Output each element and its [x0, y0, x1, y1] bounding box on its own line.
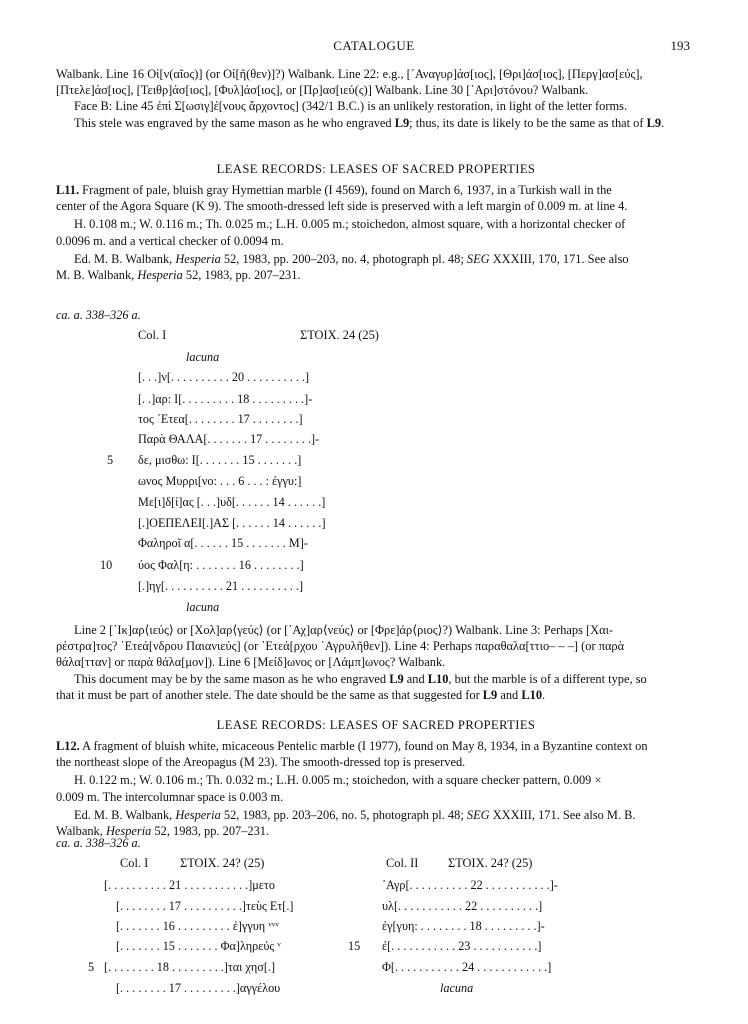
description-line: the northeast slope of the Areopagus (M 23). The smooth-dressed top is preserved.: [56, 755, 466, 770]
date-range: ca. a. 338–326 a.: [56, 836, 141, 850]
section-heading: LEASE RECORDS: LEASES OF SACRED PROPERTIES: [216, 718, 536, 732]
inscription-line: τος ᾿Ετεα[. . . . . . . . 17 . . . . . . . .]: [138, 412, 303, 426]
line-number: 10: [100, 558, 113, 572]
column-label: Col. II: [386, 856, 419, 870]
description-line: L12. A fragment of bluish white, micaceous Pentelic marble (I 1977), found on May 8, 1934, in a Byzantine context on: [56, 739, 648, 753]
measurements-line: H. 0.108 m.; W. 0.116 m.; Th. 0.025 m.; L.H. 0.005 m.; stoichedon, almost square, with a horizontal checker of: [74, 217, 626, 232]
inscription-line: Φ[. . . . . . . . . . . 24 . . . . . . . . . . . .]: [382, 960, 552, 974]
inscription-line: [. . . . . . . . 18 . . . . . . . . .]ται χησ[.]: [104, 960, 276, 974]
inscription-line: ἐγ[γυη: . . . . . . . . 18 . . . . . . . . .]-: [382, 919, 545, 933]
description-line: center of the Agora Square (K 9). The smooth-dressed left side is preserved with a left margin of 0.009 m. at line 4.: [56, 199, 628, 214]
inscription-line: [. .]αρ: Ι[. . . . . . . . . 18 . . . . . . . . .]-: [138, 392, 313, 406]
inscription-line: Με[ι]δ[ί]ας [. . .]υδ[. . . . . . 14 . . . . . .]: [138, 495, 326, 509]
note-line: [Πτελε]άσ[ιος], [Τειθρ]άσ[ιος], [Φυλ]άσ[ιος], or [Πρ]ασ[ιεύ(ς)] Walbank. Line 30 [᾿Αρι]στόνου? Walbank.: [56, 83, 589, 98]
inscription-line: [. . . . . . . 15 . . . . . . . Φα]ληρεύς ᵛ: [116, 939, 281, 953]
inscription-line: Παρὰ ΘΑΛΑ[. . . . . . . 17 . . . . . . . .]-: [138, 432, 320, 446]
column-label: Col. I: [120, 856, 149, 870]
inscription-line: [. . . . . . . . . . 21 . . . . . . . . . . .]μετο: [104, 878, 275, 892]
stoichedon-label: ΣΤΟΙΧ. 24 (25): [300, 328, 379, 342]
commentary-line: that it must be part of another stele. The date should be the same as that suggested for L9 and L10.: [56, 687, 546, 702]
measurements-line: 0.0096 m. and a vertical checker of 0.0094 m.: [56, 233, 284, 248]
inscription-line: ύος Φαλ[η: . . . . . . . 16 . . . . . . . .]: [138, 558, 304, 572]
inscription-line: Φαληροῖ α[. . . . . . 15 . . . . . . . M]-: [138, 536, 308, 550]
line-number: 5: [107, 453, 114, 467]
description-line: L11. Fragment of pale, bluish gray Hymettian marble (I 4569), found on March 6, 1937, in a Turkish wall in the: [56, 183, 612, 197]
edition-line: Ed. M. B. Walbank, Hesperia 52, 1983, pp. 200–203, no. 4, photograph pl. 48; SEG XXXIII, 170, 171. See also: [74, 251, 629, 266]
inscription-line: [.]ηγ[. . . . . . . . . . 21 . . . . . . . . . .]: [138, 579, 304, 593]
inscription-line: [. . . . . . . 16 . . . . . . . . . ἐ]γγυη ᵛᵛᵛ: [116, 919, 279, 933]
inscription-line: υλ[. . . . . . . . . . . 22 . . . . . . . . . .]: [382, 899, 543, 913]
running-head: CATALOGUE: [333, 38, 415, 53]
stoichedon-label: ΣΤΟΙΧ. 24? (25): [448, 856, 533, 870]
inscription-line: δε, μισθω: Ι[. . . . . . . 15 . . . . . . .]: [138, 453, 302, 467]
page-number: 193: [670, 38, 690, 53]
inscription-line: ἐ[. . . . . . . . . . . 23 . . . . . . . . . . .]: [382, 939, 542, 953]
lacuna-label: lacuna: [186, 600, 220, 614]
entry-l11-description: [56, 182, 696, 283]
line-number: 5: [88, 960, 95, 974]
inscription-line: [. . . . . . . . 17 . . . . . . . . .]αγγέλου: [116, 981, 281, 995]
edition-line: Ed. M. B. Walbank, Hesperia 52, 1983, pp. 203–206, no. 5, photograph pl. 48; SEG XXXIII, 171. See also M. B.: [74, 807, 636, 822]
stoichedon-label: ΣΤΟΙΧ. 24? (25): [180, 856, 265, 870]
commentary-line: ρέστρα]τος? ᾿Ετεά[νδρου Παιανιεύς] (or ᾿Ετεά[ρχου ᾿Αγρυλῆθεν]). Line 4: Perhaps παραθαλα[ττιο– – –] (or παρὰ: [56, 639, 625, 654]
continuation-notes: [56, 66, 696, 131]
commentary-line: Line 2 [᾿Ικ]αρ⟨ιεύς⟩ or [Χολ]αρ⟨γεύς⟩ (or [᾿Αχ]αρ⟨νεύς⟩ or [Φρε]άρ⟨ριος⟩?) Walbank. Line 3: Perhaps [Χαι-: [74, 623, 614, 637]
entry-l11-commentary: [56, 622, 696, 703]
note-line: This stele was engraved by the same mason as he who engraved L9; thus, its date is likely to be the same as that of L9.: [74, 115, 665, 130]
edition-line: Walbank, Hesperia 52, 1983, pp. 207–231.: [56, 824, 270, 839]
section-heading: LEASE RECORDS: LEASES OF SACRED PROPERTIES: [216, 162, 536, 176]
inscription-line: [. . .]ν[. . . . . . . . . . 20 . . . . . . . . . .]: [138, 370, 310, 384]
inscription-line: ωνος Μυρρι[νο: . . . 6 . . . : ἐγγυ:]: [138, 474, 302, 488]
lacuna-label: lacuna: [440, 981, 474, 995]
edition-line: M. B. Walbank, Hesperia 52, 1983, pp. 207–231.: [56, 268, 301, 283]
measurements-line: 0.009 m. The intercolumnar space is 0.003 m.: [56, 789, 284, 804]
line-number: 15: [348, 939, 361, 953]
measurements-line: H. 0.122 m.; W. 0.106 m.; Th. 0.032 m.; L.H. 0.005 m.; stoichedon, with a square checker pattern, 0.009 ×: [74, 773, 602, 788]
entry-label: L11.: [56, 183, 80, 197]
commentary-line: This document may be by the same mason as he who engraved L9 and L10, but the marble is of a different type, so: [74, 671, 647, 686]
entry-l12-description: [56, 738, 696, 839]
entry-label: L12.: [56, 739, 80, 753]
inscription-line: [.]ΟΕΠΕΛΕΙ[.]ΑΣ [. . . . . . 14 . . . . . .]: [138, 516, 326, 530]
note-line: Face B: Line 45 ἐπὶ Σ[ωσιγ]έ[νους ἄρχοντος] (342/1 B.C.) is an unlikely restoration, in light of the letter forms.: [74, 99, 628, 114]
commentary-line: θάλα[τταν] or παρὰ θάλα[μον]). Line 6 [Μείδ]ωνος or [Λάμπ]ωνος? Walbank.: [56, 655, 446, 670]
note-line: Walbank. Line 16 Οἰ[ν(αῖος)] (or Οἰ[ῆ(θεν)]?) Walbank. Line 22: e.g., [᾿Αναγυρ]άσ[ιος], [Θρι]άσ[ιος], [Περγ]ασ[εύς],: [56, 67, 643, 81]
lacuna-label: lacuna: [186, 350, 220, 364]
date-range: ca. a. 338–326 a.: [56, 308, 141, 322]
inscription-line: ᾿Αγρ[. . . . . . . . . . 22 . . . . . . . . . . .]-: [382, 878, 558, 892]
inscription-line: [. . . . . . . . 17 . . . . . . . . . .]τεὺς Ετ[.]: [116, 899, 294, 913]
column-label: Col. I: [138, 328, 167, 342]
